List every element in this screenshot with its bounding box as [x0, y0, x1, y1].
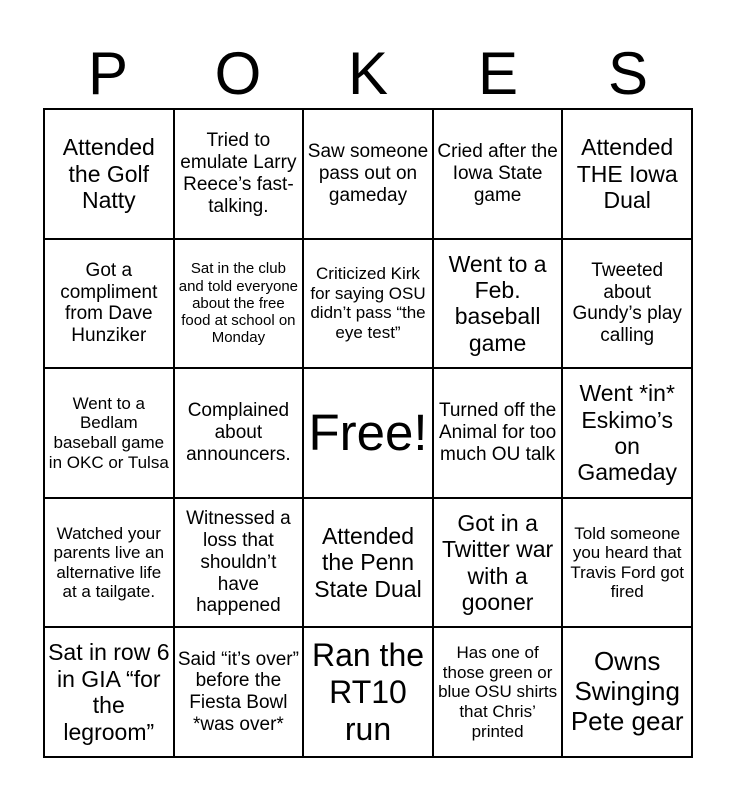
cell-text: Watched your parents live an alternative life at a tailgate.	[53, 523, 165, 602]
bingo-cell[interactable]	[174, 627, 304, 757]
bingo-cell[interactable]	[562, 498, 692, 628]
cell-text: Went to a Bedlam baseball game in OKC or Tulsa	[48, 393, 169, 472]
bingo-cell[interactable]	[433, 627, 563, 757]
cell-text: Saw someone pass out on gameday	[307, 141, 429, 206]
bingo-cell[interactable]	[174, 239, 304, 369]
bingo-cell[interactable]	[562, 368, 692, 498]
bingo-cell[interactable]	[433, 368, 563, 498]
cell-text: Sat in row 6 in GIA “for the legroom”	[48, 639, 170, 745]
bingo-header	[43, 40, 693, 108]
cell-text: Went *in* Eskimo’s on Gameday	[577, 380, 678, 486]
cell-text: Tried to emulate Larry Reece’s fast-talking.	[180, 130, 297, 217]
header-letter-k: K	[347, 40, 389, 107]
bingo-cell[interactable]	[562, 239, 692, 369]
bingo-cell[interactable]	[174, 368, 304, 498]
cell-text: Turned off the Animal for too much OU talk	[438, 400, 557, 465]
header-letter-s: S	[607, 40, 649, 107]
cell-text: Got a compliment from Dave Hunziker	[60, 259, 158, 347]
cell-text: Attended the Golf Natty	[62, 134, 155, 214]
bingo-cell[interactable]	[562, 627, 692, 757]
cell-text: Attended the Penn State Dual	[314, 522, 422, 602]
cell-text: Said “it’s over” before the Fiesta Bowl *was over*	[177, 648, 299, 736]
bingo-cell[interactable]	[44, 368, 174, 498]
cell-text: Sat in the club and told everyone about the free food at school on Monday	[178, 260, 299, 347]
bingo-cell[interactable]	[44, 627, 174, 757]
bingo-cell[interactable]	[433, 109, 563, 239]
cell-text: Complained about announcers.	[186, 400, 291, 465]
cell-text: Criticized Kirk for saying OSU didn’t pass “the eye test”	[310, 264, 426, 342]
bingo-cell[interactable]	[44, 498, 174, 628]
bingo-cell[interactable]	[562, 109, 692, 239]
cell-text: Tweeted about Gundy’s play calling	[572, 259, 682, 347]
header-letter-e: E	[477, 40, 519, 107]
cell-text: Cried after the Iowa State game	[437, 141, 558, 206]
header-letter-o: O	[214, 40, 262, 107]
free-space-text: Free!	[308, 403, 428, 461]
bingo-cell[interactable]	[44, 239, 174, 369]
bingo-cell[interactable]	[303, 109, 433, 239]
bingo-cell[interactable]	[44, 109, 174, 239]
bingo-cell[interactable]	[303, 627, 433, 757]
cell-text: Witnessed a loss that shouldn’t have happened	[186, 507, 291, 617]
bingo-board	[43, 108, 693, 758]
cell-text: Attended THE Iowa Dual	[576, 134, 678, 214]
bingo-cell[interactable]	[433, 498, 563, 628]
cell-text: Owns Swinging Pete gear	[570, 646, 684, 737]
header-letter-p: P	[87, 40, 129, 107]
bingo-cell[interactable]	[303, 239, 433, 369]
bingo-cell[interactable]	[174, 109, 304, 239]
cell-text: Went to a Feb. baseball game	[448, 250, 547, 356]
bingo-cell[interactable]	[303, 498, 433, 628]
cell-text: Has one of those green or blue OSU shirts that Chris’ printed	[438, 643, 558, 741]
cell-text: Ran the RT10 run	[311, 637, 425, 747]
cell-text: Told someone you heard that Travis Ford got fired	[570, 523, 685, 602]
bingo-cell[interactable]	[433, 239, 563, 369]
free-space[interactable]	[303, 368, 433, 498]
cell-text: Got in a Twitter war with a gooner	[442, 509, 554, 616]
bingo-cell[interactable]	[174, 498, 304, 628]
